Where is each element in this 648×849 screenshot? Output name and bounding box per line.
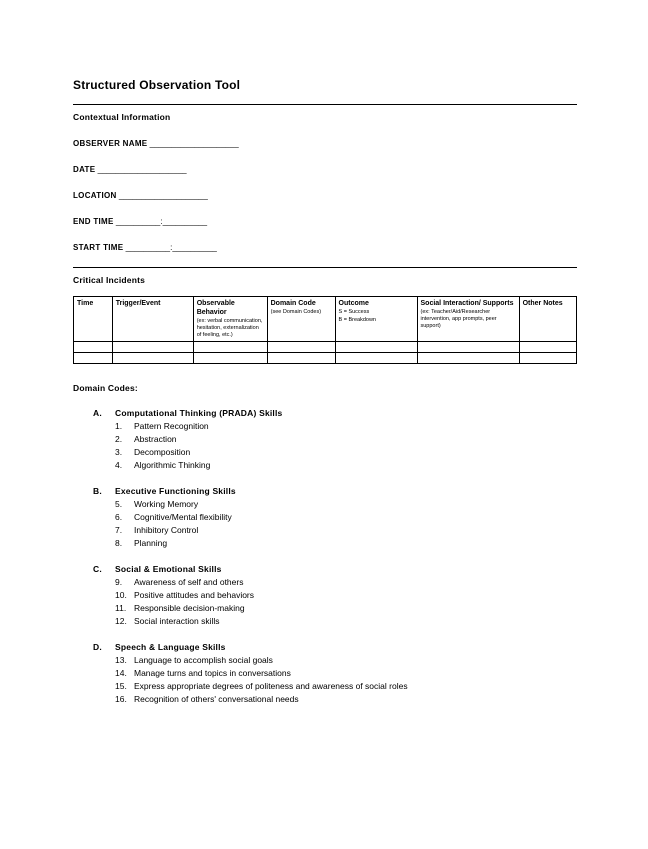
domain-item-text: Responsible decision-making xyxy=(134,603,245,613)
field-date xyxy=(73,165,577,174)
field-label: END TIME xyxy=(73,217,114,226)
domain-item-number: 4. xyxy=(115,460,123,470)
field-observer-name xyxy=(73,139,577,148)
domain-section xyxy=(73,563,577,628)
domain-item xyxy=(115,511,577,524)
domain-item-number: 11. xyxy=(115,603,127,613)
domain-item-number: 6. xyxy=(115,512,123,522)
table-cell xyxy=(417,342,519,353)
column-header xyxy=(519,297,576,342)
table-row xyxy=(74,342,577,353)
domain-section-title: Social & Emotional Skills xyxy=(115,564,222,574)
column-note: (see Domain Codes) xyxy=(270,309,322,315)
domain-item xyxy=(115,433,577,446)
critical-incidents-table xyxy=(73,296,577,364)
field-label: LOCATION xyxy=(73,191,117,200)
field-label: OBSERVER NAME xyxy=(73,139,148,148)
blank-line: __________:__________ xyxy=(113,217,208,226)
domain-item-number: 7. xyxy=(115,525,123,535)
domain-item-text: Cognitive/Mental flexibility xyxy=(134,512,232,522)
domain-section-title: Executive Functioning Skills xyxy=(115,486,236,496)
domain-item-text: Pattern Recognition xyxy=(134,421,209,431)
domain-item xyxy=(115,615,577,628)
table-cell xyxy=(519,353,576,364)
column-title: Domain Code xyxy=(270,300,316,307)
blank-line: ____________________ xyxy=(95,165,187,174)
domain-item-number: 9. xyxy=(115,577,123,587)
domain-item xyxy=(115,420,577,433)
column-header xyxy=(335,297,417,342)
table-cell xyxy=(519,342,576,353)
divider xyxy=(73,104,577,105)
domain-item-text: Language to accomplish social goals xyxy=(134,655,273,665)
domain-item xyxy=(115,446,577,459)
domain-item xyxy=(115,654,577,667)
field-end-time xyxy=(73,217,577,226)
domain-item-text: Social interaction skills xyxy=(134,616,220,626)
column-note: S = Success xyxy=(338,309,370,315)
table-cell xyxy=(417,353,519,364)
column-title: Other Notes xyxy=(522,300,563,307)
domain-section xyxy=(73,641,577,706)
domain-section-letter: B. xyxy=(93,486,102,496)
field-start-time xyxy=(73,243,577,252)
table-cell xyxy=(335,342,417,353)
column-header xyxy=(193,297,267,342)
column-header xyxy=(267,297,335,342)
domain-item-text: Decomposition xyxy=(134,447,191,457)
column-header xyxy=(112,297,193,342)
table-row xyxy=(74,353,577,364)
domain-item xyxy=(115,576,577,589)
contextual-fields xyxy=(73,139,577,252)
blank-line: __________:__________ xyxy=(123,243,217,252)
table-cell xyxy=(112,353,193,364)
field-label: DATE xyxy=(73,165,96,174)
page-title: Structured Observation Tool xyxy=(73,78,241,92)
table-cell xyxy=(335,353,417,364)
domain-item-number: 10. xyxy=(115,590,127,600)
domain-section-heading xyxy=(93,641,577,654)
column-note: B = Breakdown xyxy=(338,317,376,323)
domain-section-title: Speech & Language Skills xyxy=(115,642,226,652)
domain-item xyxy=(115,589,577,602)
domain-section-letter: C. xyxy=(93,564,102,574)
table-cell xyxy=(193,353,267,364)
divider xyxy=(73,267,577,268)
domain-item-text: Manage turns and topics in conversations xyxy=(134,668,291,678)
column-title: Outcome xyxy=(338,300,369,307)
column-header xyxy=(74,297,113,342)
domain-section-heading xyxy=(93,485,577,498)
column-note: (ex: Teacher/Aid/Researcher intervention, app prompts, peer support) xyxy=(420,309,497,329)
domain-item-text: Algorithmic Thinking xyxy=(134,460,211,470)
blank-line: ____________________ xyxy=(147,139,239,148)
field-label: START TIME xyxy=(73,243,124,252)
domain-section xyxy=(73,407,577,472)
domain-section-heading xyxy=(93,407,577,420)
domain-item-number: 13. xyxy=(115,655,127,665)
column-header xyxy=(417,297,519,342)
domain-section xyxy=(73,485,577,550)
domain-item xyxy=(115,498,577,511)
domain-section-letter: A. xyxy=(93,408,102,418)
domain-item xyxy=(115,667,577,680)
column-note: (ex: verbal communication, hesitation, externalization of feeling, etc.) xyxy=(196,318,263,338)
table-cell xyxy=(267,353,335,364)
domain-item-number: 12. xyxy=(115,616,127,626)
domain-item xyxy=(115,680,577,693)
table-cell xyxy=(74,342,113,353)
domain-item-number: 8. xyxy=(115,538,123,548)
column-title: Observable Behavior xyxy=(196,300,235,316)
domain-item-number: 15. xyxy=(115,681,127,691)
domain-codes-list xyxy=(73,407,577,706)
domain-item-text: Positive attitudes and behaviors xyxy=(134,590,255,600)
section-heading-domain-codes: Domain Codes: xyxy=(73,383,138,393)
domain-item-number: 16. xyxy=(115,694,127,704)
blank-line: ____________________ xyxy=(116,191,208,200)
domain-item-number: 5. xyxy=(115,499,123,509)
domain-item xyxy=(115,602,577,615)
domain-item xyxy=(115,537,577,550)
table-cell xyxy=(74,353,113,364)
domain-item xyxy=(115,524,577,537)
column-title: Trigger/Event xyxy=(115,300,161,307)
domain-item-number: 14. xyxy=(115,668,127,678)
table-cell xyxy=(112,342,193,353)
domain-item-text: Inhibitory Control xyxy=(134,525,199,535)
column-title: Time xyxy=(77,300,94,307)
domain-section-letter: D. xyxy=(93,642,102,652)
domain-section-heading xyxy=(93,563,577,576)
section-heading-critical-incidents: Critical Incidents xyxy=(73,275,146,285)
domain-item-number: 1. xyxy=(115,421,123,431)
domain-item-text: Abstraction xyxy=(134,434,177,444)
section-heading-contextual: Contextual Information xyxy=(73,112,171,122)
table-cell xyxy=(193,342,267,353)
field-location xyxy=(73,191,577,200)
column-title: Social Interaction/ Supports xyxy=(420,300,514,307)
domain-item-text: Recognition of others' conversational needs xyxy=(134,694,299,704)
domain-item-number: 3. xyxy=(115,447,123,457)
domain-section-title: Computational Thinking (PRADA) Skills xyxy=(115,408,283,418)
domain-item xyxy=(115,693,577,706)
table-cell xyxy=(267,342,335,353)
domain-item-text: Planning xyxy=(134,538,168,548)
domain-item-number: 2. xyxy=(115,434,123,444)
domain-item-text: Awareness of self and others xyxy=(134,577,244,587)
domain-item-text: Working Memory xyxy=(134,499,199,509)
domain-item-text: Express appropriate degrees of politeness and awareness of social roles xyxy=(134,681,408,691)
domain-item xyxy=(115,459,577,472)
table-header-row xyxy=(74,297,577,342)
